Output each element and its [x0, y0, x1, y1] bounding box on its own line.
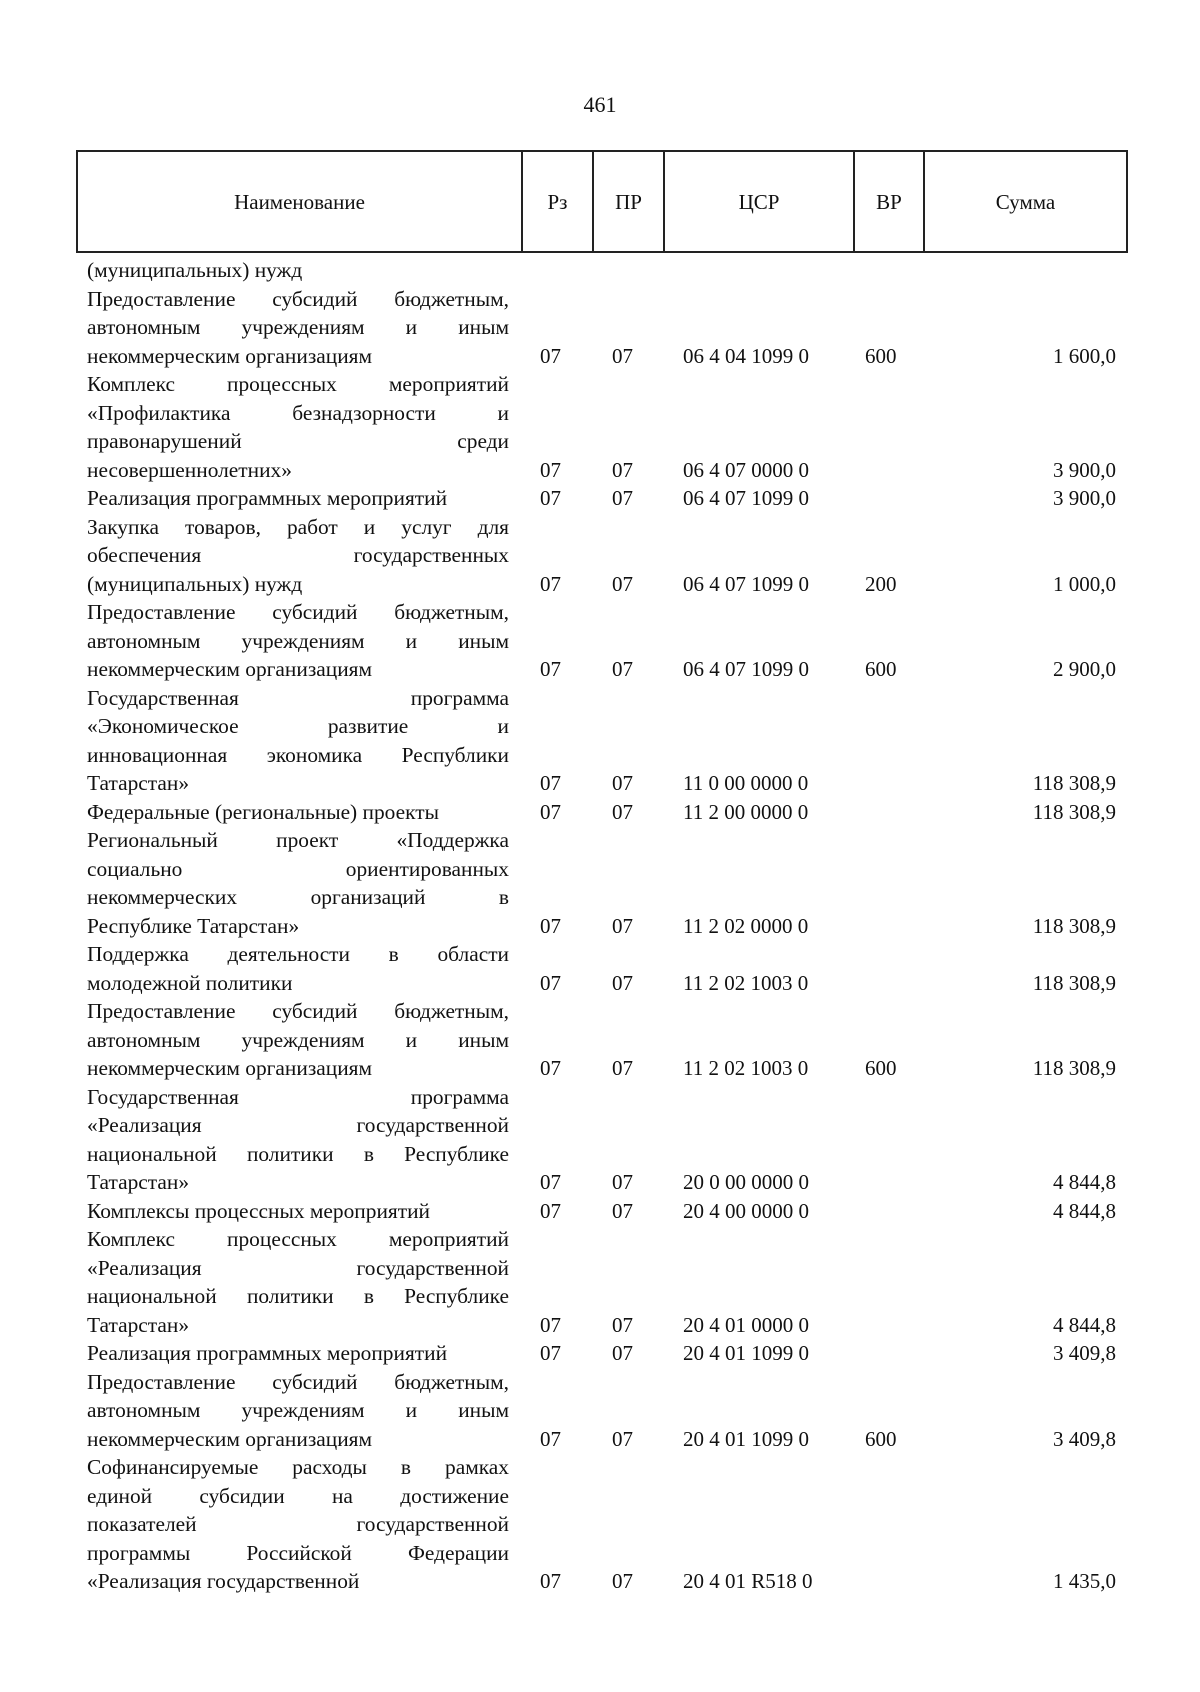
- row-csr: 20 4 01 R518 0: [683, 1569, 813, 1593]
- row-name: [87, 798, 509, 827]
- row-rz: 07: [540, 1198, 561, 1223]
- row-csr: 06 4 07 0000 0: [683, 457, 809, 482]
- row-name-line: Государственная программа: [87, 685, 509, 710]
- row-name-line: автономным учреждениям и иным: [87, 628, 509, 653]
- row-name: [87, 285, 509, 371]
- row-pr: 07: [612, 1198, 633, 1223]
- row-sum: 1 600,0: [1053, 343, 1116, 368]
- row-sum: 118 308,9: [1032, 1056, 1116, 1080]
- row-rz: 07: [540, 1426, 561, 1451]
- row-pr: 07: [612, 1312, 633, 1337]
- row-name-line: Предоставление субсидий бюджетным,: [87, 600, 509, 624]
- header-rz: Рз: [547, 190, 568, 214]
- row-name: [87, 684, 509, 798]
- row-sum: 4 844,8: [1053, 1170, 1116, 1194]
- row-name-line: «Профилактика безнадзорности и: [87, 400, 509, 425]
- row-name-line: Предоставление субсидий бюджетным,: [87, 999, 509, 1023]
- row-name-line: Федеральные (региональные) проекты: [87, 799, 439, 824]
- row-name-line: автономным учреждениям и иным: [87, 315, 509, 339]
- row-name-line: программы Российской Федерации: [87, 1540, 509, 1565]
- row-sum: 4 844,8: [1053, 1198, 1116, 1223]
- row-name-line: Комплекс процессных мероприятий: [87, 1227, 509, 1251]
- row-pr: 07: [612, 913, 633, 938]
- row-name-line: правонарушений среди: [87, 429, 509, 453]
- row-name-line: автономным учреждениям и иным: [87, 1398, 509, 1422]
- table-row: [0, 1453, 1200, 1596]
- row-name-line: некоммерческим организациям: [87, 1056, 373, 1080]
- row-sum: 2 900,0: [1053, 657, 1116, 681]
- row-csr: 20 4 01 1099 0: [683, 1426, 809, 1451]
- row-name: [87, 1225, 509, 1339]
- table-row: [0, 1225, 1200, 1339]
- row-name: [87, 513, 509, 599]
- row-csr: 11 2 02 1003 0: [683, 1056, 809, 1080]
- table-row: [0, 826, 1200, 940]
- table-row: [0, 1083, 1200, 1197]
- row-name-line: Реализация программных мероприятий: [87, 1341, 448, 1365]
- row-rz: 07: [540, 486, 561, 510]
- row-csr: 20 4 01 1099 0: [683, 1341, 809, 1365]
- table-row: [0, 598, 1200, 684]
- row-name-line: «Экономическое развитие и: [87, 714, 509, 738]
- row-name-line: некоммерческих организаций в: [87, 885, 509, 909]
- row-csr: 06 4 04 1099 0: [683, 343, 809, 368]
- row-csr: 06 4 07 1099 0: [683, 657, 809, 681]
- row-name-line: (муниципальных) нужд: [87, 258, 303, 282]
- row-name-line: показателей государственной: [87, 1512, 509, 1536]
- row-rz: 07: [540, 799, 561, 824]
- row-name-line: единой субсидии на достижение: [87, 1483, 509, 1508]
- row-pr: 07: [612, 486, 633, 510]
- table-row: [0, 370, 1200, 484]
- row-name-line: социально ориентированных: [87, 856, 509, 881]
- row-sum: 118 308,9: [1032, 913, 1116, 938]
- row-name: [87, 1368, 509, 1454]
- row-rz: 07: [540, 1569, 561, 1593]
- header-pr: ПР: [615, 190, 642, 214]
- row-pr: 07: [612, 1426, 633, 1451]
- row-rz: 07: [540, 1056, 561, 1080]
- table-row: [0, 513, 1200, 599]
- row-name-line: Софинансируемые расходы в рамках: [87, 1455, 509, 1479]
- row-csr: 06 4 07 1099 0: [683, 486, 809, 510]
- row-name-line: Поддержка деятельности в области: [87, 942, 509, 966]
- row-sum: 118 308,9: [1032, 970, 1116, 995]
- row-name: [87, 1339, 509, 1368]
- row-pr: 07: [612, 1170, 633, 1194]
- row-csr: 20 4 00 0000 0: [683, 1198, 809, 1223]
- row-sum: 3 900,0: [1053, 486, 1116, 510]
- row-name-line: «Реализация государственной: [87, 1569, 360, 1593]
- header-csr: ЦСР: [738, 190, 780, 214]
- row-pr: 07: [612, 457, 633, 482]
- row-name-line: (муниципальных) нужд: [87, 571, 303, 596]
- row-name-line: несовершеннолетних»: [87, 457, 292, 482]
- row-pr: 07: [612, 1341, 633, 1365]
- row-name-line: Закупка товаров, работ и услуг для: [87, 514, 509, 539]
- row-name-line: некоммерческим организациям: [87, 343, 373, 368]
- row-name-line: национальной политики в Республике: [87, 1141, 509, 1166]
- row-rz: 07: [540, 571, 561, 596]
- header-sum: Сумма: [995, 190, 1056, 214]
- row-name: [87, 997, 509, 1083]
- row-name-line: Предоставление субсидий бюджетным,: [87, 1369, 509, 1394]
- table-row: [0, 484, 1200, 513]
- row-pr: 07: [612, 571, 633, 596]
- row-name: [87, 826, 509, 940]
- row-name-line: Комплекс процессных мероприятий: [87, 372, 509, 396]
- header-vr: ВР: [876, 190, 902, 214]
- row-sum: 3 409,8: [1053, 1341, 1116, 1365]
- row-vr: 200: [865, 571, 897, 596]
- row-name: [87, 598, 509, 684]
- table-row: [0, 1197, 1200, 1226]
- table-row: [0, 256, 1200, 285]
- row-sum: 1 435,0: [1053, 1569, 1116, 1593]
- row-name-line: «Реализация государственной: [87, 1113, 509, 1137]
- table-row: [0, 1368, 1200, 1454]
- row-csr: 06 4 07 1099 0: [683, 571, 809, 596]
- row-name-line: национальной политики в Республике: [87, 1284, 509, 1308]
- row-rz: 07: [540, 1341, 561, 1365]
- row-rz: 07: [540, 1312, 561, 1337]
- row-name-line: некоммерческим организациям: [87, 657, 373, 681]
- row-name: [87, 1197, 509, 1226]
- row-name-line: Реализация программных мероприятий: [87, 486, 448, 510]
- row-pr: 07: [612, 1569, 633, 1593]
- table-row: [0, 1339, 1200, 1368]
- row-sum: 4 844,8: [1053, 1312, 1116, 1337]
- row-vr: 600: [865, 657, 897, 681]
- row-csr: 11 0 00 0000 0: [683, 771, 809, 795]
- row-name-line: Татарстан»: [87, 1312, 190, 1337]
- table-row: [0, 285, 1200, 371]
- row-sum: 118 308,9: [1032, 771, 1116, 795]
- row-csr: 11 2 02 0000 0: [683, 913, 809, 938]
- row-name: [87, 1453, 509, 1596]
- row-sum: 118 308,9: [1032, 799, 1116, 824]
- row-pr: 07: [612, 1056, 633, 1080]
- row-csr: 11 2 00 0000 0: [683, 799, 809, 824]
- row-name-line: некоммерческим организациям: [87, 1426, 373, 1451]
- row-pr: 07: [612, 771, 633, 795]
- row-vr: 600: [865, 1426, 897, 1451]
- row-name-line: «Реализация государственной: [87, 1255, 509, 1280]
- row-name: [87, 940, 509, 997]
- row-name-line: молодежной политики: [87, 970, 293, 995]
- row-vr: 600: [865, 343, 897, 368]
- row-sum: 1 000,0: [1053, 571, 1116, 596]
- row-rz: 07: [540, 1170, 561, 1194]
- table-row: [0, 940, 1200, 997]
- row-csr: 11 2 02 1003 0: [683, 970, 809, 995]
- row-rz: 07: [540, 343, 561, 368]
- row-rz: 07: [540, 657, 561, 681]
- row-rz: 07: [540, 970, 561, 995]
- row-name: [87, 1083, 509, 1197]
- row-name: [87, 484, 509, 513]
- row-name-line: Региональный проект «Поддержка: [87, 828, 509, 852]
- table-row: [0, 684, 1200, 798]
- row-name-line: Комплексы процессных мероприятий: [87, 1198, 430, 1223]
- header-name: Наименование: [234, 190, 365, 214]
- page-number: 461: [583, 92, 617, 117]
- row-csr: 20 4 01 0000 0: [683, 1312, 809, 1337]
- row-pr: 07: [612, 657, 633, 681]
- row-name-line: обеспечения государственных: [87, 543, 509, 567]
- row-name-line: автономным учреждениям и иным: [87, 1027, 509, 1052]
- table-row: [0, 997, 1200, 1083]
- row-pr: 07: [612, 343, 633, 368]
- row-pr: 07: [612, 970, 633, 995]
- row-sum: 3 409,8: [1053, 1426, 1116, 1451]
- row-rz: 07: [540, 771, 561, 795]
- row-name-line: Предоставление субсидий бюджетным,: [87, 286, 509, 311]
- row-name-line: Государственная программа: [87, 1084, 509, 1109]
- row-name: [87, 370, 509, 484]
- row-sum: 3 900,0: [1053, 457, 1116, 482]
- table-row: [0, 798, 1200, 827]
- row-name-line: Республике Татарстан»: [87, 913, 300, 938]
- row-csr: 20 0 00 0000 0: [683, 1170, 809, 1194]
- row-rz: 07: [540, 913, 561, 938]
- row-rz: 07: [540, 457, 561, 482]
- row-name-line: инновационная экономика Республики: [87, 742, 509, 767]
- row-name-line: Татарстан»: [87, 771, 190, 795]
- row-name: [87, 256, 509, 285]
- row-name-line: Татарстан»: [87, 1170, 190, 1194]
- row-pr: 07: [612, 799, 633, 824]
- row-vr: 600: [865, 1056, 897, 1080]
